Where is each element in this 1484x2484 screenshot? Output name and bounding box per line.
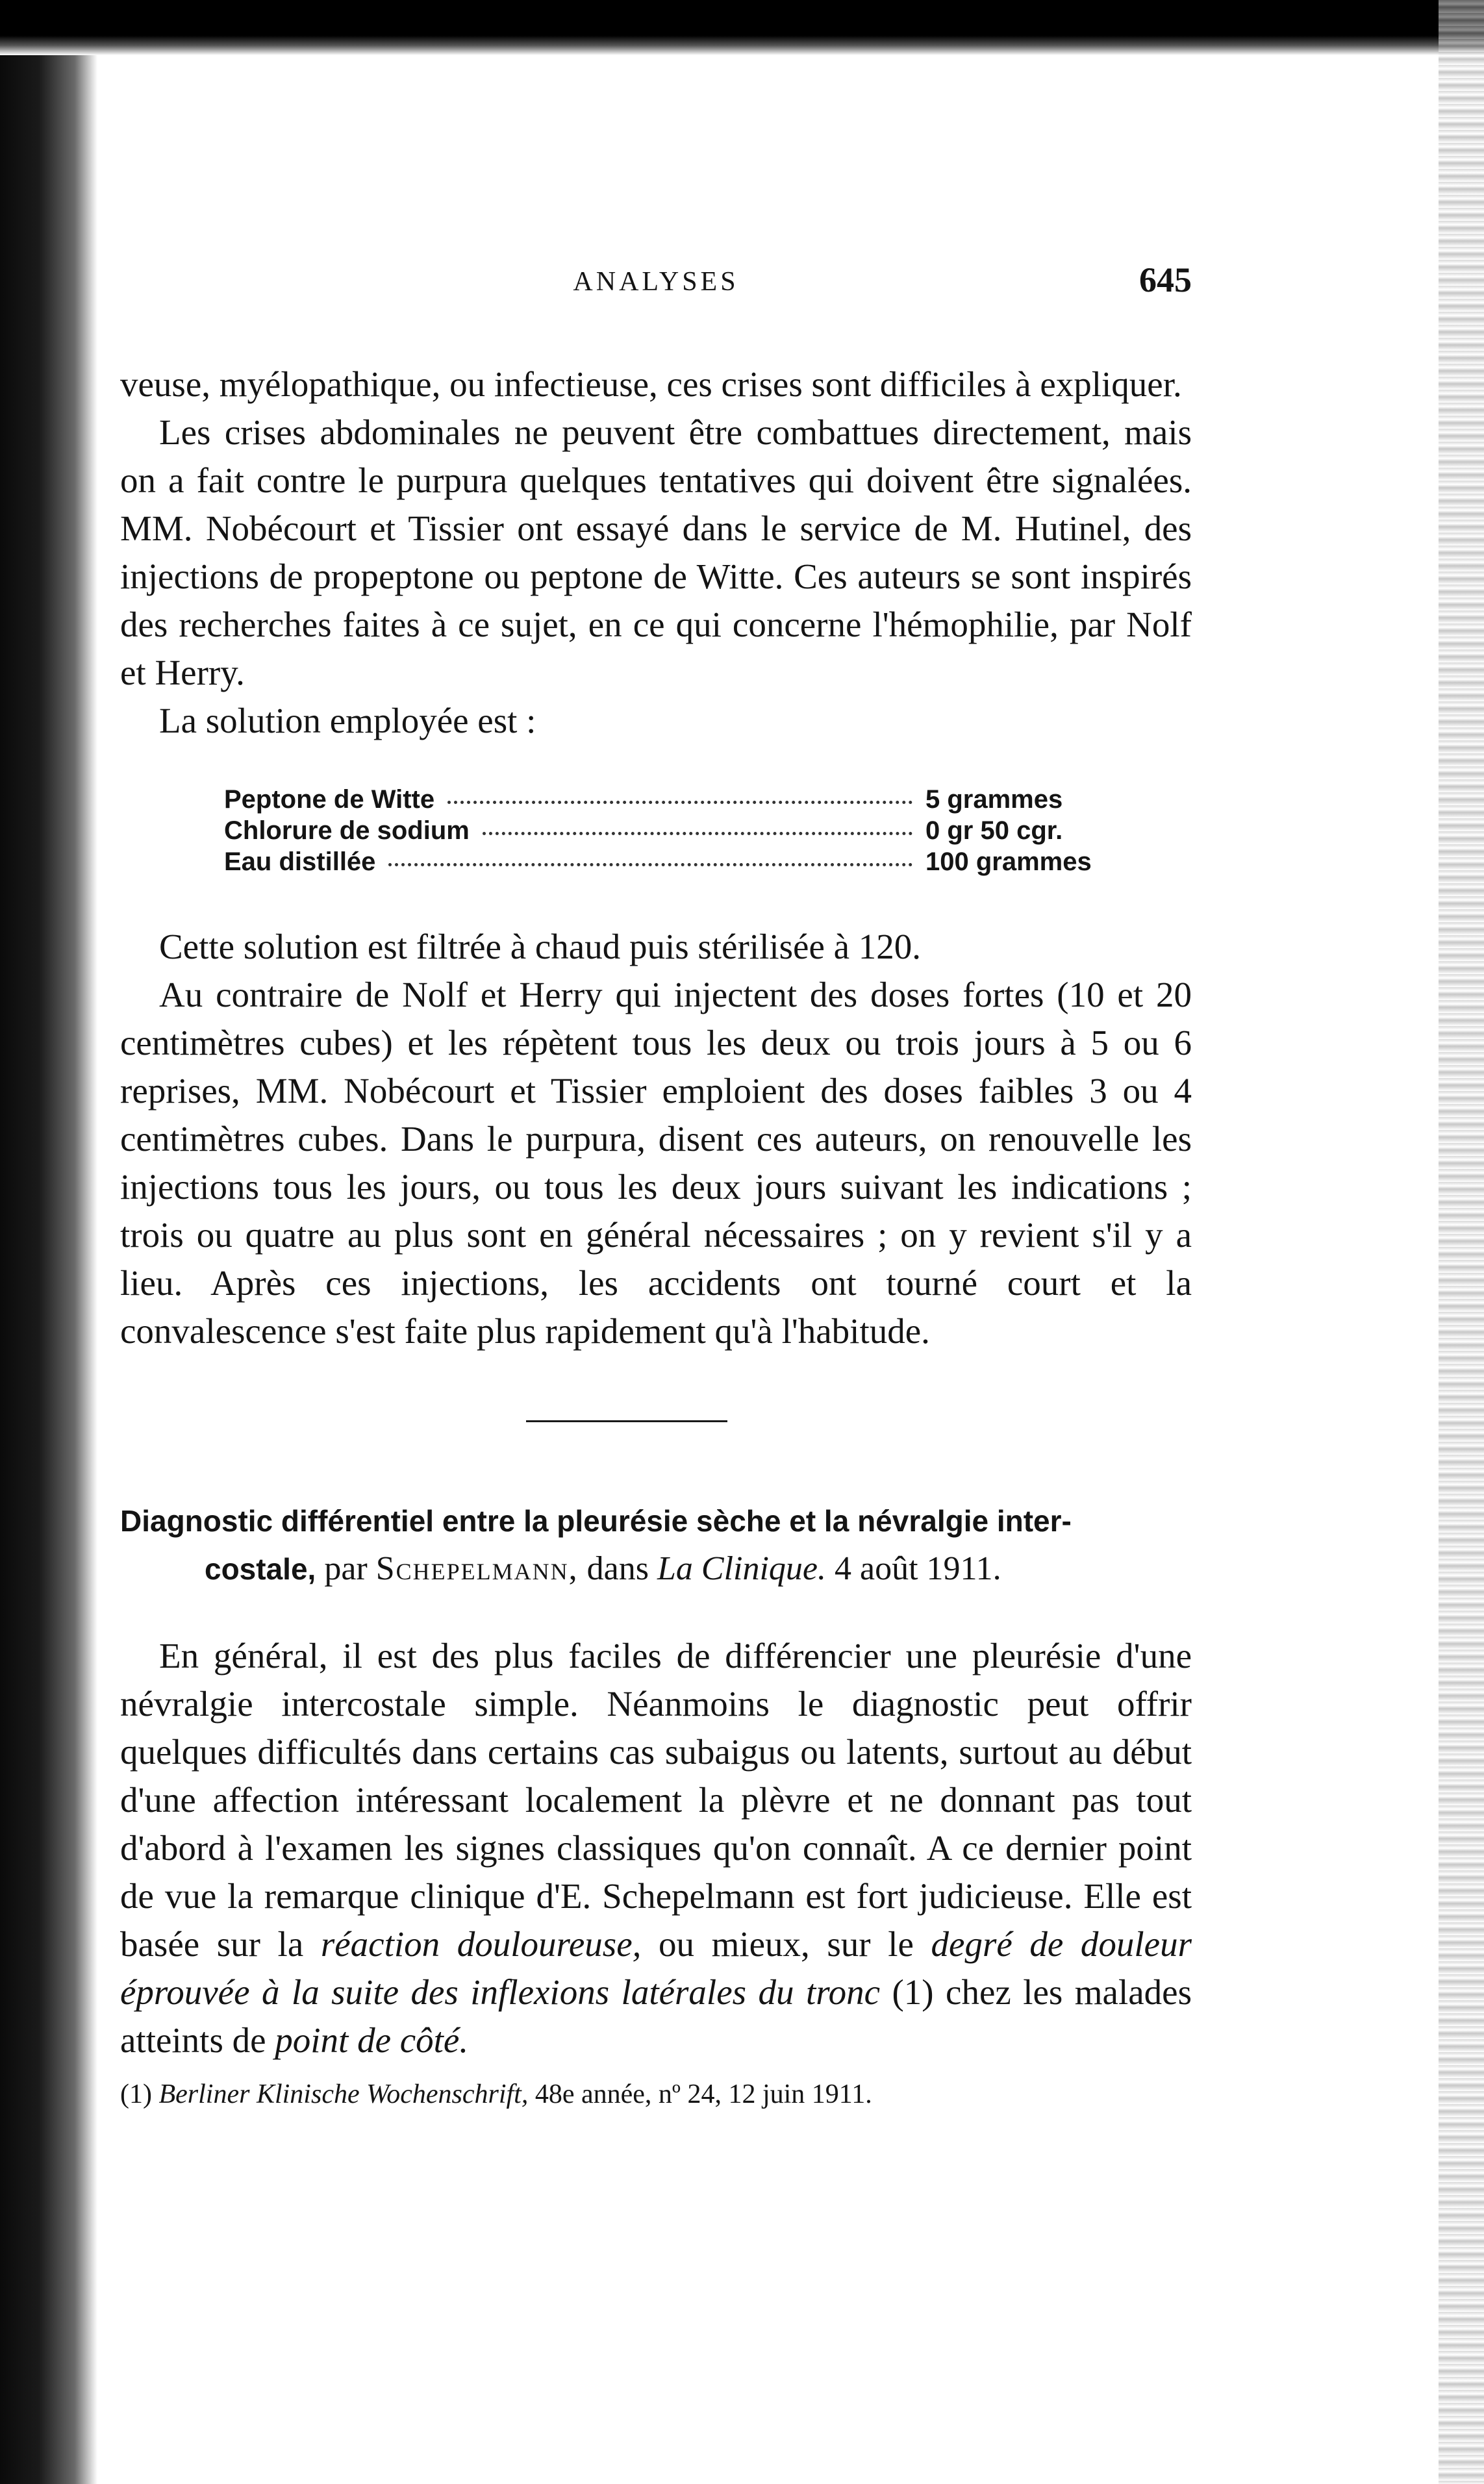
heading-title-line2: costale, (205, 1552, 316, 1586)
recipe-row (224, 784, 1088, 815)
recipe-ingredient: Peptone de Witte (224, 785, 435, 814)
text-run: En général, il est des plus faciles de différencier une pleurésie d'une névralgie intercostale simple. Néanmoins le diagnostic peut offrir quelques difficultés dans certains cas subaigus ou latents, surtout au début d'une affection intéressant localement la plèvre et ne donnant pas tout d'abord à l'examen les signes classiques qu'on connaît. A ce dernier point de vue la remarque clinique d'E. Schepelmann est fort judicieuse. Elle est basée sur la (120, 1636, 1192, 1964)
page-number: 645 (1139, 260, 1192, 299)
recipe-quantity: 100 grammes (925, 847, 1092, 876)
recipe-quantity: 0 gr 50 cgr. (925, 816, 1063, 845)
scan-right-edge (1439, 0, 1484, 2484)
paragraph-2: Les crises abdominales ne peuvent être combattues directement, mais on a fait contre le purpura quelques tentatives qui doivent être signalées. MM. Nobécourt et Tissier ont essayé dans le service de M. Hutinel, des injections de propeptone ou peptone de Witte. Ces auteurs se sont inspirés des recherches faites à ce sujet, en ce qui concerne l'hémophilie, par Nolf et Herry. (120, 412, 1192, 692)
article-heading (120, 1497, 1192, 1593)
recipe-row (224, 815, 1088, 846)
recipe-ingredient: Chlorure de sodium (224, 816, 470, 845)
binding-shadow (0, 0, 97, 2484)
text-run: (1) chez les malades atteints de (120, 1972, 1192, 2060)
recipe-table (224, 784, 1092, 877)
italic-run: réaction douloureuse, (320, 1924, 642, 1964)
footnote-details: 48e année, nº 24, 12 juin 1911. (528, 2079, 872, 2109)
page (120, 260, 1192, 2113)
paragraph-4: Cette solution est filtrée à chaud puis stérilisée à 120. (159, 927, 922, 966)
heading-author: Schepelmann, (375, 1550, 579, 1587)
paragraph-6 (120, 1632, 1192, 2064)
heading-title-line1: Diagnostic différentiel entre la pleurésie sèche et la névralgie inter- (120, 1504, 1072, 1538)
scan-top-band (0, 0, 1484, 55)
heading-par: par (316, 1550, 376, 1587)
paragraph-3: La solution employée est : (159, 701, 536, 740)
recipe-ingredient: Eau distillée (224, 847, 376, 876)
section-divider (526, 1420, 727, 1422)
heading-dans: dans (578, 1550, 657, 1587)
paragraph-1: veuse, myélopathique, ou infectieuse, ces crises sont difficiles à expliquer. (120, 364, 1182, 404)
italic-run: point de côté. (275, 2020, 469, 2060)
text-run: ou mieux, sur le (641, 1924, 931, 1964)
footnote-journal: Berliner Klinische Wochenschrift, (158, 2079, 529, 2109)
heading-date: 4 août 1911. (826, 1550, 1001, 1587)
leader-dots (388, 862, 912, 866)
recipe-quantity: 5 grammes (925, 785, 1063, 814)
italic-run: degré de douleur éprouvée à la suite des inflexions latérales du tronc (120, 1924, 1192, 2012)
leader-dots (483, 831, 912, 835)
leader-dots (447, 800, 912, 804)
heading-line2 (120, 1545, 1192, 1593)
heading-journal: La Clinique. (657, 1550, 827, 1587)
running-title: ANALYSES (573, 267, 739, 297)
recipe-row (224, 846, 1092, 877)
paragraph-5: Au contraire de Nolf et Herry qui injectent des doses fortes (10 et 20 centimètres cubes) et les répètent tous les deux ou trois jours à 5 ou 6 reprises, MM. Nobécourt et Tissier emploient des doses faibles 3 ou 4 centimètres cubes. Dans le purpura, disent ces auteurs, on renouvelle les injections tous les jours, ou tous les deux jours suivant les indications ; trois ou quatre au plus sont en général nécessaires ; on y revient s'il y a lieu. Après ces injections, les accidents ont tourné court et la convalescence s'est faite plus rapidement qu'à l'habitude. (120, 975, 1192, 1351)
running-head (120, 260, 1192, 305)
footnote-number: (1) (120, 2079, 159, 2109)
footnote (120, 2076, 1192, 2113)
